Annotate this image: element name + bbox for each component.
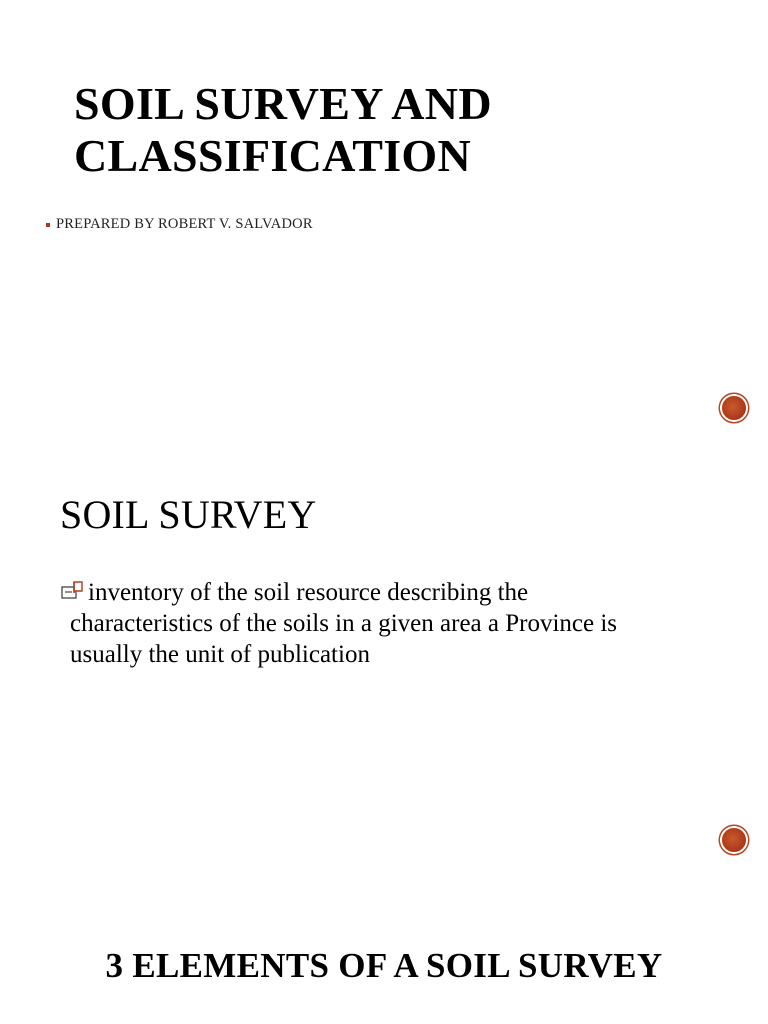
bullet-text-line-2: characteristics of the soils in a given area a Province is [70,610,618,637]
subtitle-text: PREPARED BY ROBERT V. SALVADOR [56,216,313,232]
bullet-text-line-1: inventory of the soil resource describing the [88,579,529,606]
slide-2-title: SOIL SURVEY [60,492,317,537]
slide-3 [0,860,768,1024]
slide-3-title: 3 ELEMENTS OF A SOIL SURVEY [105,946,663,985]
slide-1 [0,0,768,435]
slide-marker-icon [722,828,746,852]
bullet-item [60,577,740,608]
note-bullet-icon [60,579,88,601]
slide-1-title-line-2: CLASSIFICATION [74,130,471,181]
slide-marker-icon [722,396,746,420]
slide-1-subtitle [46,216,313,233]
slide-1-title-line-1: SOIL SURVEY AND [74,78,492,129]
slide-2 [0,435,768,860]
slide-1-title [74,78,492,182]
bullet-text-line-3: usually the unit of publication [70,641,370,668]
square-bullet-icon [46,223,50,227]
slide-2-body [60,577,740,670]
